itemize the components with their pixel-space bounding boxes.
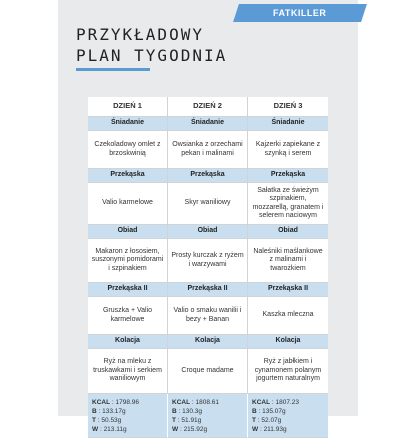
kcal-row: KCAL : 1798.96 (92, 398, 139, 406)
day-summary (248, 394, 328, 438)
meal-header: Przekąska II (248, 283, 328, 297)
day-header: DZIEŃ 2 (168, 97, 248, 117)
meal-header: Kolacja (248, 335, 328, 349)
day-summary (88, 394, 168, 438)
meal-item: Prosty kurczak z ryżem i warzywami (168, 239, 248, 283)
title-line-2: PLAN TYGODNIA (76, 46, 228, 65)
fat-row: T : 51.91g (172, 416, 202, 424)
brand-badge (233, 4, 367, 22)
title-line-1: PRZYKŁADOWY (76, 25, 204, 44)
meal-item: Valio karmelowe (88, 183, 168, 225)
meal-header: Kolacja (168, 335, 248, 349)
meal-item: Kajzerki zapiekane z szynką i serem (248, 131, 328, 169)
page-title (76, 24, 227, 66)
meal-header: Śniadanie (88, 117, 168, 131)
fat-row: T : 50.53g (92, 416, 122, 424)
carbs-row: W : 215.92g (172, 425, 208, 433)
protein-row: B : 133.17g (92, 407, 126, 415)
meal-item: Makaron z łososiem, suszonymi pomidorami i szpinakiem (88, 239, 168, 283)
meal-header: Przekąska (248, 169, 328, 183)
meal-item: Czekoladowy omlet z brzoskwinią (88, 131, 168, 169)
day-header: DZIEŃ 3 (248, 97, 328, 117)
day-summary (168, 394, 248, 438)
meal-header: Obiad (168, 225, 248, 239)
meal-header: Przekąska (88, 169, 168, 183)
carbs-row: W : 211.93g (252, 425, 287, 433)
meal-header: Śniadanie (168, 117, 248, 131)
meal-item: Skyr waniliowy (168, 183, 248, 225)
meal-header: Obiad (88, 225, 168, 239)
meal-item: Ryż na mleku z truskawkami i serkiem waniliowym (88, 349, 168, 394)
kcal-row: KCAL : 1807.23 (252, 398, 299, 406)
meal-header: Przekąska II (168, 283, 248, 297)
meal-header: Przekąska II (88, 283, 168, 297)
meal-header: Śniadanie (248, 117, 328, 131)
meal-item: Croque madame (168, 349, 248, 394)
meal-item: Kaszka mleczna (248, 297, 328, 335)
meal-item: Naleśniki maślankowe z malinami i twarożkiem (248, 239, 328, 283)
meal-item: Valio o smaku wanilii i bezy + Banan (168, 297, 248, 335)
meal-header: Kolacja (88, 335, 168, 349)
meal-plan-table (88, 97, 328, 438)
protein-row: B : 130.3g (172, 407, 203, 415)
brand-label: FATKILLER (273, 8, 327, 18)
title-underline (76, 68, 150, 71)
protein-row: B : 135.07g (252, 407, 286, 415)
meal-item: Ryż z jabłkiem i cynamonem polanym jogurtem naturalnym (248, 349, 328, 394)
meal-item: Sałatka ze świeżym szpinakiem, mozzarellą, granatem i selerem naciowym (248, 183, 328, 225)
plan-page (58, 0, 358, 433)
carbs-row: W : 213.11g (92, 425, 127, 433)
meal-header: Obiad (248, 225, 328, 239)
meal-item: Gruszka + Valio karmelowe (88, 297, 168, 335)
day-header: DZIEŃ 1 (88, 97, 168, 117)
kcal-row: KCAL : 1808.61 (172, 398, 219, 406)
fat-row: T : 52.07g (252, 416, 282, 424)
meal-item: Owsianka z orzechami pekan i malinami (168, 131, 248, 169)
meal-header: Przekąska (168, 169, 248, 183)
